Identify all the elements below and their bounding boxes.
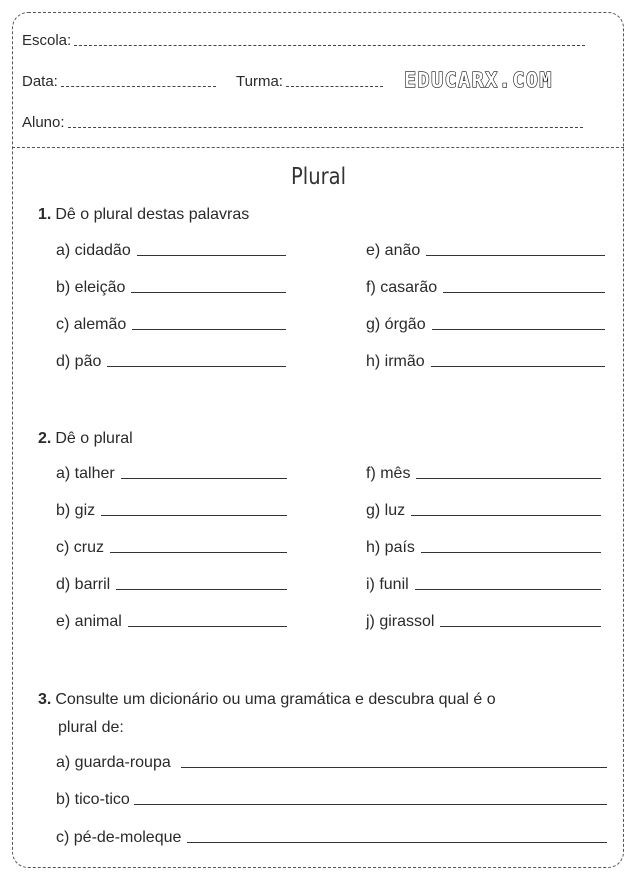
q1-item-f-answer-line[interactable]: [443, 292, 605, 293]
data-row: [22, 73, 216, 90]
turma-row: [236, 73, 383, 90]
q3-item-a-label: a) guarda-roupa: [56, 754, 171, 771]
question-3-continued: [58, 716, 124, 740]
q2-item-g-answer-line[interactable]: [411, 515, 601, 516]
q1-item-e-label: e) anão: [366, 242, 421, 259]
q2-item-b-label: b) giz: [56, 502, 96, 519]
q2-item-e-answer-line[interactable]: [128, 626, 287, 627]
question-2-number: 2.: [38, 430, 52, 447]
q2-item-d: [56, 576, 287, 594]
turma-field[interactable]: [286, 85, 383, 87]
q3-item-a: [56, 754, 607, 772]
q2-item-h: [366, 539, 601, 557]
q2-item-b: [56, 502, 287, 520]
data-label: Data:: [22, 73, 58, 90]
question-3-number: 3.: [38, 691, 52, 708]
q2-item-f: [366, 465, 601, 483]
q2-item-j-label: j) girassol: [366, 613, 435, 630]
q2-item-e: [56, 613, 287, 631]
header-separator: [12, 147, 624, 148]
q2-item-b-answer-line[interactable]: [101, 515, 287, 516]
q3-item-c-label: c) pé-de-moleque: [56, 829, 182, 846]
question-1-number: 1.: [38, 206, 52, 223]
q2-item-j-answer-line[interactable]: [440, 626, 601, 627]
q2-item-a-label: a) talher: [56, 465, 115, 482]
data-field[interactable]: [61, 85, 216, 87]
question-1-prompt: Dê o plural destas palavras: [55, 206, 250, 223]
q2-item-c-label: c) cruz: [56, 539, 104, 556]
q2-item-d-answer-line[interactable]: [116, 589, 287, 590]
q2-item-g: [366, 502, 601, 520]
q2-item-i-answer-line[interactable]: [415, 589, 601, 590]
q2-item-i: [366, 576, 601, 594]
q1-item-e-answer-line[interactable]: [426, 255, 605, 256]
q1-item-e: [366, 242, 605, 260]
turma-label: Turma:: [236, 73, 283, 90]
q1-item-b: [56, 279, 286, 297]
q1-item-g-answer-line[interactable]: [432, 329, 605, 330]
q1-item-f-label: f) casarão: [366, 279, 438, 296]
q2-item-e-label: e) animal: [56, 613, 122, 630]
q2-item-a: [56, 465, 287, 483]
q1-item-c-label: c) alemão: [56, 316, 127, 333]
q3-item-b-label: b) tico-tico: [56, 791, 130, 808]
q2-item-c: [56, 539, 287, 557]
q3-item-b-answer-line[interactable]: [134, 804, 607, 805]
q2-item-i-label: i) funil: [366, 576, 409, 593]
q2-item-a-answer-line[interactable]: [121, 478, 287, 479]
q2-item-g-label: g) luz: [366, 502, 406, 519]
q1-item-h-label: h) irmão: [366, 353, 425, 370]
escola-row: [22, 32, 585, 49]
aluno-label: Aluno:: [22, 114, 65, 131]
q2-item-j: [366, 613, 601, 631]
escola-field[interactable]: [74, 44, 585, 46]
q3-item-b: [56, 791, 607, 809]
question-2: [38, 427, 133, 451]
q1-item-h: [366, 353, 605, 371]
educarx-logo: EDUCARX.COM: [404, 68, 553, 92]
q1-item-a: [56, 242, 286, 260]
q1-item-g: [366, 316, 605, 334]
q1-item-b-answer-line[interactable]: [131, 292, 286, 293]
q1-item-c-answer-line[interactable]: [132, 329, 286, 330]
aluno-row: [22, 114, 583, 131]
question-3: [38, 688, 496, 712]
page-title: Plural: [290, 164, 347, 190]
q1-item-a-answer-line[interactable]: [137, 255, 286, 256]
q2-item-h-label: h) país: [366, 539, 415, 556]
question-3-prompt-line-2: plural de:: [58, 719, 124, 736]
q1-item-d-answer-line[interactable]: [107, 366, 286, 367]
question-3-prompt-line-1: Consulte um dicionário ou uma gramática e descubra qual é o: [55, 691, 496, 708]
q1-item-b-label: b) eleição: [56, 279, 126, 296]
q3-item-c: [56, 829, 607, 847]
q3-item-a-answer-line[interactable]: [181, 767, 607, 768]
q3-item-c-answer-line[interactable]: [187, 842, 607, 843]
question-2-prompt: Dê o plural: [55, 430, 133, 447]
q1-item-c: [56, 316, 286, 334]
aluno-field[interactable]: [68, 126, 583, 128]
q1-item-h-answer-line[interactable]: [431, 366, 605, 367]
q1-item-d: [56, 353, 286, 371]
q2-item-h-answer-line[interactable]: [421, 552, 601, 553]
q1-item-f: [366, 279, 605, 297]
escola-label: Escola:: [22, 32, 72, 49]
q2-item-f-label: f) mês: [366, 465, 411, 482]
q1-item-g-label: g) órgão: [366, 316, 426, 333]
q1-item-d-label: d) pão: [56, 353, 102, 370]
q2-item-d-label: d) barril: [56, 576, 111, 593]
q2-item-f-answer-line[interactable]: [416, 478, 601, 479]
q1-item-a-label: a) cidadão: [56, 242, 131, 259]
q2-item-c-answer-line[interactable]: [110, 552, 287, 553]
question-1: [38, 203, 249, 227]
